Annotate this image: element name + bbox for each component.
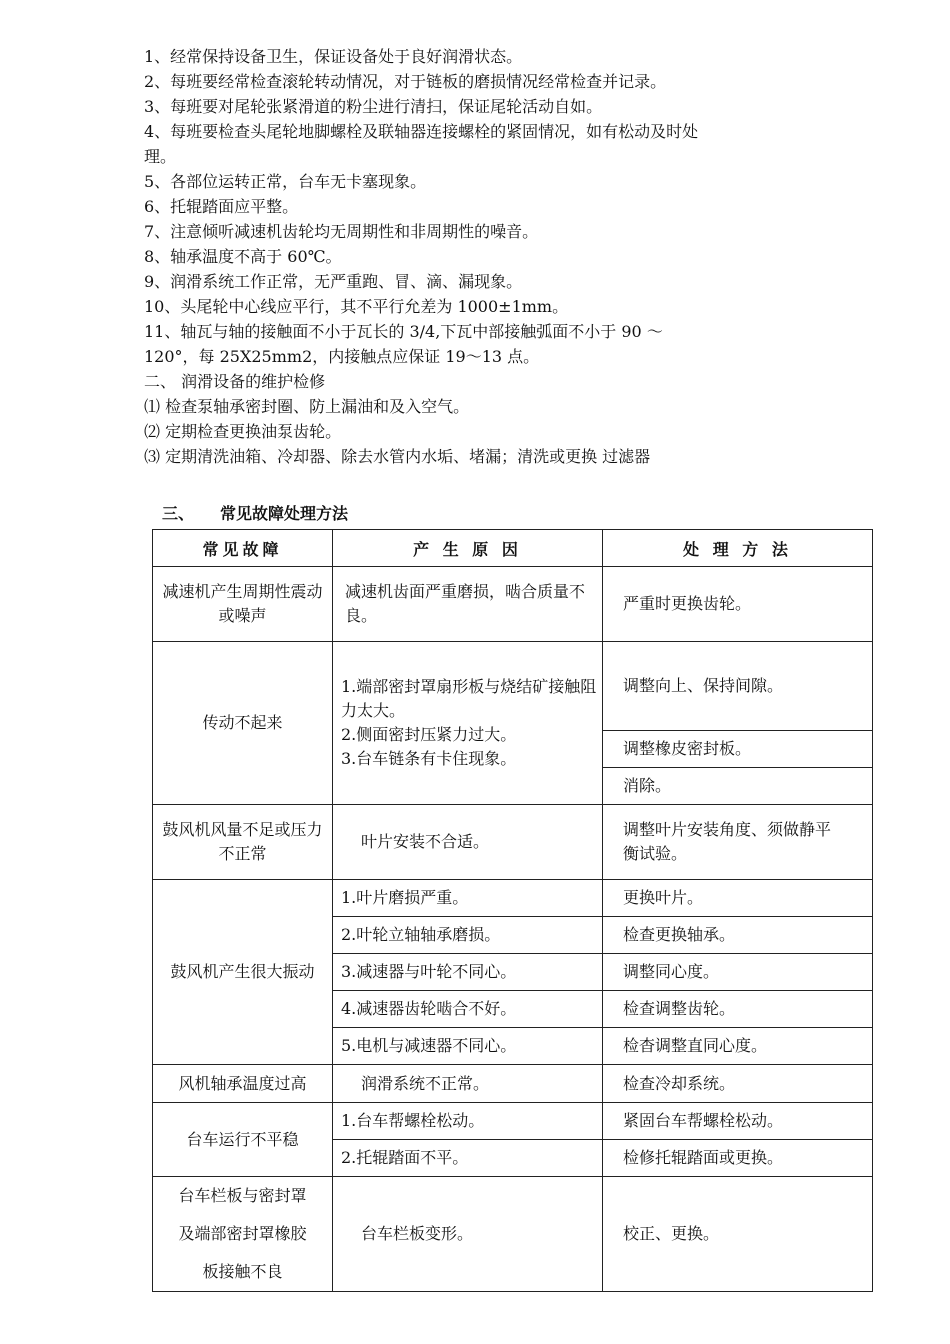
cause-cell: 4.减速器齿轮啮合不好。 <box>333 991 603 1028</box>
fault-cell: 传动不起来 <box>153 642 333 805</box>
fault-cell: 减速机产生周期性震动或噪声 <box>153 567 333 642</box>
fix-line: 衡试验。 <box>623 844 688 863</box>
cause-cell: 2.托辊踏面不平。 <box>333 1140 603 1177</box>
table-row <box>153 1103 873 1140</box>
fault-line: 板接触不良 <box>202 1262 283 1281</box>
fix-cell: 调整橡皮密封板。 <box>603 731 873 768</box>
fix-cell: 校正、更换。 <box>603 1177 873 1292</box>
fix-cell: 严重时更换齿轮。 <box>603 567 873 642</box>
cause-cell: 叶片安装不合适。 <box>333 805 603 880</box>
list-line: ⑴ 检查泵轴承密封圈、防上漏油和及入空气。 <box>144 397 470 416</box>
section-3-number: 三、 <box>162 504 195 523</box>
fix-line: 调整叶片安装角度、须做静平 <box>623 820 832 839</box>
list-line: 理。 <box>144 147 177 166</box>
header-fix: 处 理 方 法 <box>603 530 873 567</box>
fault-cell <box>153 1177 333 1292</box>
list-line: 6、托辊踏面应平整。 <box>144 197 299 216</box>
cause-cell: 1.叶片磨损严重。 <box>333 880 603 917</box>
cause-cell <box>333 642 603 805</box>
cause-line: 2.侧面密封压紧力过大。 <box>341 725 517 744</box>
fix-cell: 调整向上、保持间隙。 <box>603 642 873 731</box>
list-line: 10、头尾轮中心线应平行，其不平行允差为 1000±1mm。 <box>144 297 569 316</box>
list-line: 2、每班要经常检查滚轮转动情况，对于链板的磨损情况经常检查并记录。 <box>144 72 667 91</box>
fault-cell: 风机轴承温度过高 <box>153 1065 333 1103</box>
table-row <box>153 1065 873 1103</box>
fix-cell: 检修托辊踏面或更换。 <box>603 1140 873 1177</box>
table-row <box>153 1177 873 1292</box>
header-fault: 常见故障 <box>153 530 333 567</box>
list-line: 7、注意倾听减速机齿轮均无周期性和非周期性的噪音。 <box>144 222 539 241</box>
fix-cell: 检查更换轴承。 <box>603 917 873 954</box>
fix-cell: 紧固台车帮螺栓松动。 <box>603 1103 873 1140</box>
fix-cell: 检查冷却系统。 <box>603 1065 873 1103</box>
fault-cell: 台车运行不平稳 <box>153 1103 333 1177</box>
fix-cell: 消除。 <box>603 768 873 805</box>
fault-cell: 鼓风机风量不足或压力不正常 <box>153 805 333 880</box>
list-line: 3、每班要对尾轮张紧滑道的粉尘进行清扫，保证尾轮活动自如。 <box>144 97 603 116</box>
list-line: 120°，每 25X25mm2，内接触点应保证 19～13 点。 <box>144 347 540 366</box>
cause-cell: 5.电机与减速器不同心。 <box>333 1028 603 1065</box>
fault-line: 台车栏板与密封罩 <box>178 1186 307 1205</box>
cause-line: 1.端部密封罩扇形板与烧结矿接触阻力太大。 <box>341 677 597 720</box>
cause-line: 3.台车链条有卡住现象。 <box>341 749 517 768</box>
table-row <box>153 880 873 917</box>
fix-cell: 调整同心度。 <box>603 954 873 991</box>
cause-cell: 减速机齿面严重磨损，啮合质量不良。 <box>333 567 603 642</box>
cause-cell: 1.台车帮螺栓松动。 <box>333 1103 603 1140</box>
table-row <box>153 805 873 880</box>
cause-cell: 润滑系统不正常。 <box>333 1065 603 1103</box>
list-line: 1、经常保持设备卫生，保证设备处于良好润滑状态。 <box>144 47 523 66</box>
list-line: 9、润滑系统工作正常，无严重跑、冒、滴、漏现象。 <box>144 272 523 291</box>
list-line: ⑵ 定期检查更换油泵齿轮。 <box>144 422 342 441</box>
header-cause: 产 生 原 因 <box>333 530 603 567</box>
table-row <box>153 567 873 642</box>
list-line: 11、轴瓦与轴的接触面不小于瓦长的 3/4,下瓦中部接触弧面不小于 90 ～ <box>144 322 663 341</box>
list-line: 5、各部位运转正常，台车无卡塞现象。 <box>144 172 427 191</box>
cause-cell: 3.减速器与叶轮不同心。 <box>333 954 603 991</box>
cause-cell: 台车栏板变形。 <box>333 1177 603 1292</box>
section-3-title: 常见故障处理方法 <box>220 504 349 523</box>
list-line: ⑶ 定期清洗油箱、冷却器、除去水管内水垢、堵漏；清洗或更换 过滤器 <box>144 447 651 466</box>
fault-table <box>152 529 873 1292</box>
section-heading: 二、 润滑设备的维护检修 <box>144 372 326 391</box>
fix-cell: 更换叶片。 <box>603 880 873 917</box>
table-header-row <box>153 530 873 567</box>
fix-cell: 检杳调整直同心度。 <box>603 1028 873 1065</box>
section-3-heading <box>162 501 348 524</box>
fault-cell: 鼓风机产生很大振动 <box>153 880 333 1065</box>
fix-cell: 检查调整齿轮。 <box>603 991 873 1028</box>
cause-cell: 2.叶轮立轴轴承磨损。 <box>333 917 603 954</box>
table-row <box>153 642 873 731</box>
fault-line: 及端部密封罩橡胶 <box>178 1224 307 1243</box>
list-line: 8、轴承温度不高于 60℃。 <box>144 247 342 266</box>
list-line: 4、每班要检查头尾轮地脚螺栓及联轴器连接螺栓的紧固情况，如有松动及时处 <box>144 122 699 141</box>
fix-cell <box>603 805 873 880</box>
